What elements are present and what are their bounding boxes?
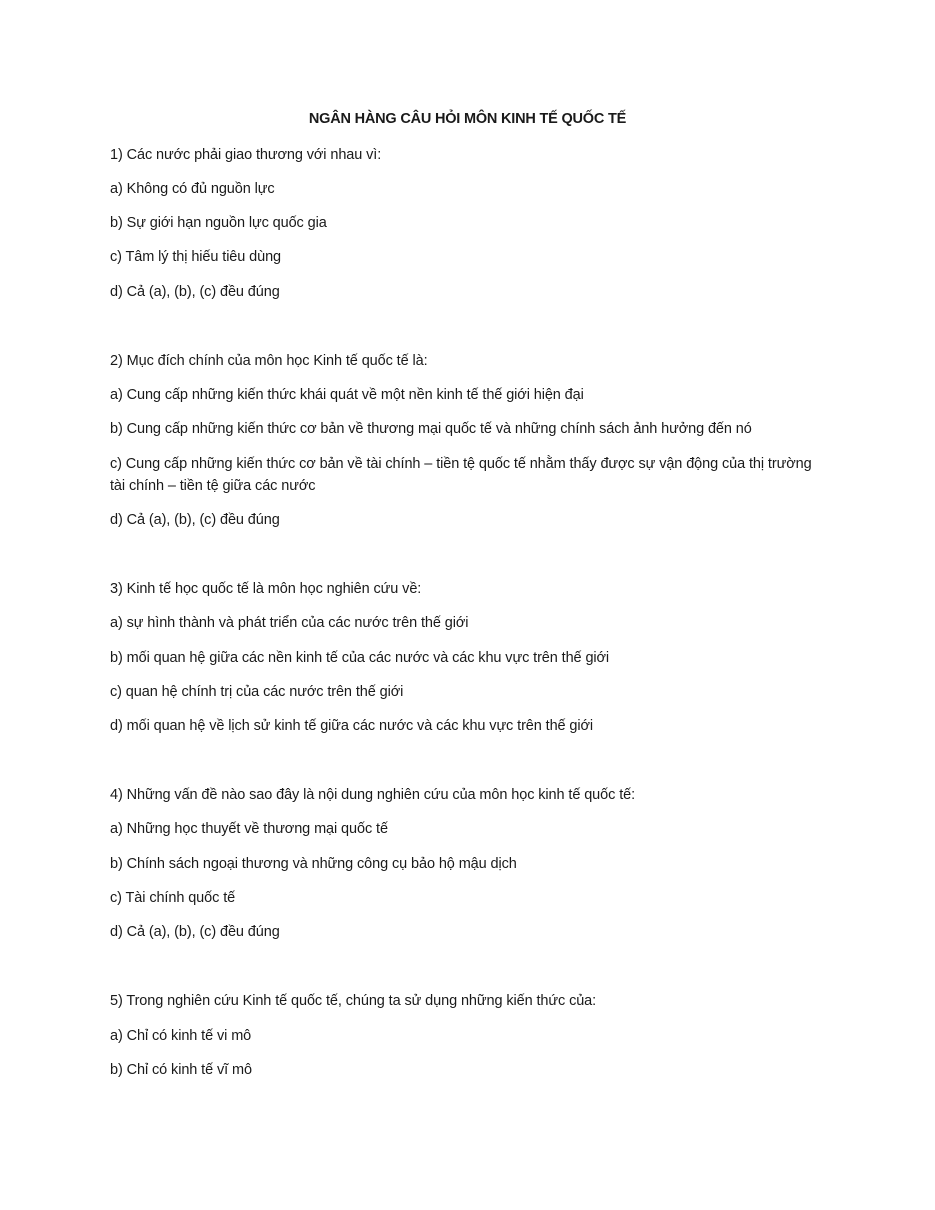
question-1-option-c: c) Tâm lý thị hiếu tiêu dùng bbox=[110, 249, 282, 265]
question-1-option-d: d) Cả (a), (b), (c) đều đúng bbox=[110, 284, 280, 300]
question-1-option-b: b) Sự giới hạn nguồn lực quốc gia bbox=[110, 215, 327, 231]
question-1-option-a: a) Không có đủ nguồn lực bbox=[110, 181, 275, 197]
question-2-option-a: a) Cung cấp những kiến thức khái quát về một nền kinh tế thế giới hiện đại bbox=[110, 387, 584, 403]
question-3-option-a: a) sự hình thành và phát triển của các nước trên thế giới bbox=[110, 615, 469, 631]
question-2-prompt: 2) Mục đích chính của môn học Kinh tế quốc tế là: bbox=[110, 353, 428, 369]
question-3-option-d: d) mối quan hệ về lịch sử kinh tế giữa các nước và các khu vực trên thế giới bbox=[110, 718, 594, 734]
question-4-option-a: a) Những học thuyết về thương mại quốc tế bbox=[110, 821, 388, 837]
question-2-option-c: c) Cung cấp những kiến thức cơ bản về tài chính – tiền tệ quốc tế nhằm thấy được sự vận động của thị trường tài chính – tiền tệ giữa các nước bbox=[110, 456, 812, 494]
question-2-option-b: b) Cung cấp những kiến thức cơ bản về thương mại quốc tế và những chính sách ảnh hưởng đến nó bbox=[110, 421, 752, 437]
question-3-option-c: c) quan hệ chính trị của các nước trên thế giới bbox=[110, 684, 404, 700]
question-4-option-b: b) Chính sách ngoại thương và những công cụ bảo hộ mậu dịch bbox=[110, 856, 517, 872]
question-5-option-b: b) Chỉ có kinh tế vĩ mô bbox=[110, 1062, 252, 1078]
question-5-prompt: 5) Trong nghiên cứu Kinh tế quốc tế, chúng ta sử dụng những kiến thức của: bbox=[110, 993, 597, 1009]
question-4-prompt: 4) Những vấn đề nào sao đây là nội dung nghiên cứu của môn học kinh tế quốc tế: bbox=[110, 787, 636, 803]
document-title: NGÂN HÀNG CÂU HỎI MÔN KINH TẾ QUỐC TẾ bbox=[308, 111, 627, 127]
question-2-option-d: d) Cả (a), (b), (c) đều đúng bbox=[110, 512, 280, 528]
question-4-option-c: c) Tài chính quốc tế bbox=[110, 890, 236, 906]
question-3-prompt: 3) Kinh tế học quốc tế là môn học nghiên cứu về: bbox=[110, 581, 422, 597]
question-1-prompt: 1) Các nước phải giao thương với nhau vì: bbox=[110, 147, 382, 163]
question-4-option-d: d) Cả (a), (b), (c) đều đúng bbox=[110, 924, 280, 940]
question-3-option-b: b) mối quan hệ giữa các nền kinh tế của các nước và các khu vực trên thế giới bbox=[110, 650, 610, 666]
question-5-option-a: a) Chỉ có kinh tế vi mô bbox=[110, 1028, 252, 1044]
